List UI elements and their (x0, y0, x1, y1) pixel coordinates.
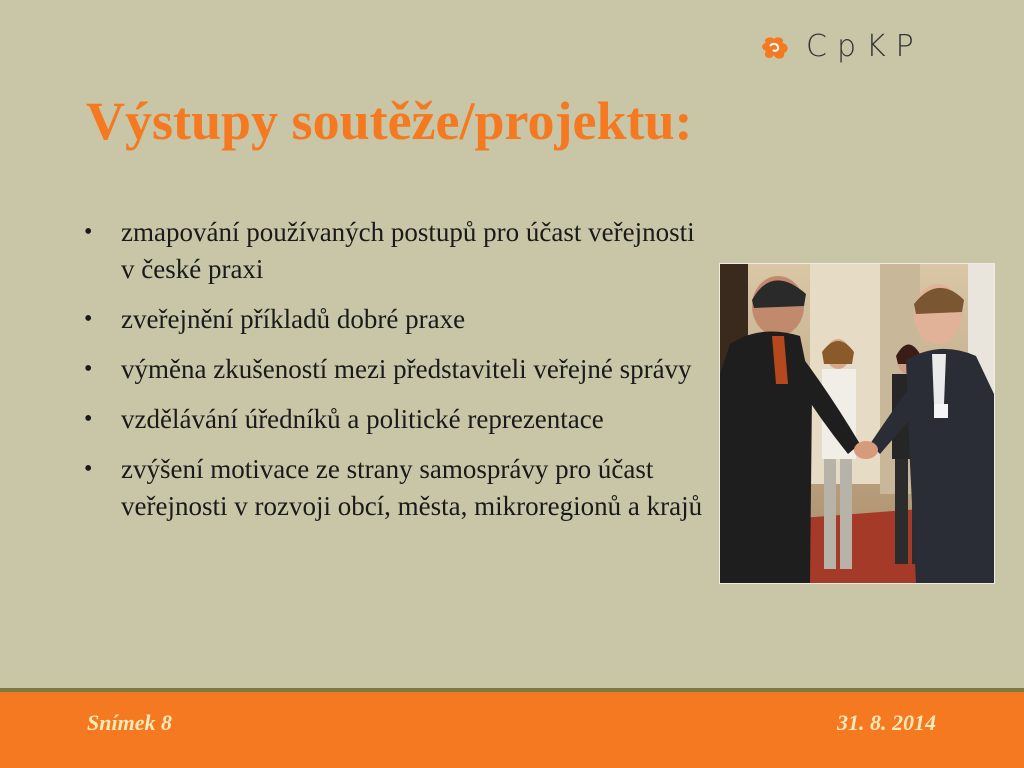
list-item (84, 214, 714, 288)
page-title: Výstupy soutěže/projektu: (86, 91, 693, 151)
bullet-marker: • (84, 306, 93, 332)
bullet-marker: • (84, 219, 93, 245)
bullet-marker: • (84, 456, 93, 482)
slide-date: 31. 8. 2014 (837, 710, 936, 735)
handshake-photo (719, 263, 995, 584)
cpkp-logo (760, 30, 945, 64)
footer-bar (0, 692, 1024, 768)
cpkp-logo-mark-icon (760, 33, 794, 61)
list-item (84, 351, 714, 388)
list-item (84, 401, 714, 438)
list-item (84, 301, 714, 338)
slide-number: Snímek 8 (87, 710, 172, 735)
list-item-text: výměna zkušeností mezi představiteli veřejné správy (121, 354, 692, 384)
list-item-text: vzdělávání úředníků a politické reprezentace (121, 404, 604, 434)
handshake-photo-icon (720, 264, 994, 583)
bullet-list (84, 214, 714, 538)
list-item (84, 451, 714, 525)
logo-text: CpKP (806, 29, 924, 64)
bullet-marker: • (84, 356, 93, 382)
list-item-text: zveřejnění příkladů dobré praxe (121, 304, 466, 334)
bullet-marker: • (84, 406, 93, 432)
list-item-text: zvýšení motivace ze strany samosprávy pro účast veřejnosti v rozvoji obcí, města, mikroregionů a krajů (121, 454, 703, 521)
list-item-text: zmapování používaných postupů pro účast veřejnosti v české praxi (121, 217, 695, 284)
